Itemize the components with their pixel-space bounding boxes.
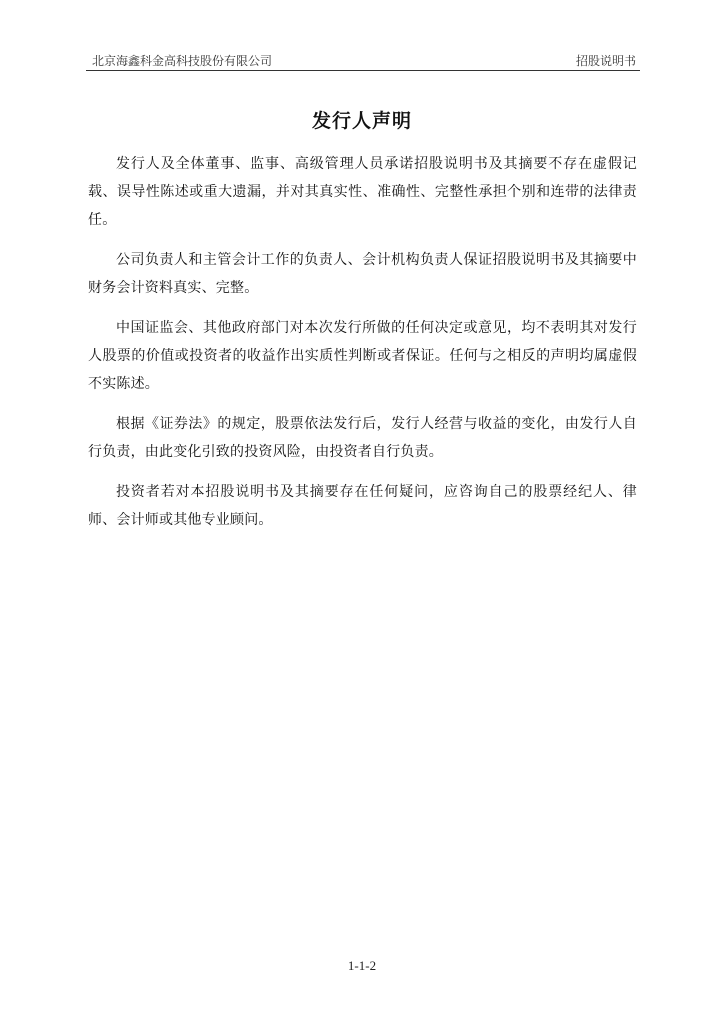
declaration-body bbox=[88, 150, 637, 546]
paragraph: 公司负责人和主管会计工作的负责人、会计机构负责人保证招股说明书及其摘要中财务会计资料真实、完整。 bbox=[88, 252, 637, 296]
running-header bbox=[86, 50, 640, 71]
paragraph: 投资者若对本招股说明书及其摘要存在任何疑问，应咨询自己的股票经纪人、律师、会计师或其他专业顾问。 bbox=[88, 484, 637, 528]
page-number: 1-1-2 bbox=[347, 958, 377, 973]
page-title: 发行人声明 bbox=[311, 110, 412, 132]
paragraph: 中国证监会、其他政府部门对本次发行所做的任何决定或意见，均不表明其对发行人股票的价值或投资者的收益作出实质性判断或者保证。任何与之相反的声明均属虚假不实陈述。 bbox=[88, 320, 637, 392]
header-document-name: 招股说明书 bbox=[575, 54, 636, 68]
paragraph: 发行人及全体董事、监事、高级管理人员承诺招股说明书及其摘要不存在虚假记载、误导性陈述或重大遗漏，并对其真实性、准确性、完整性承担个别和连带的法律责任。 bbox=[88, 156, 637, 228]
paragraph: 根据《证券法》的规定，股票依法发行后，发行人经营与收益的变化，由发行人自行负责，由此变化引致的投资风险，由投资者自行负责。 bbox=[88, 416, 637, 460]
header-company-name: 北京海鑫科金高科技股份有限公司 bbox=[92, 54, 273, 68]
